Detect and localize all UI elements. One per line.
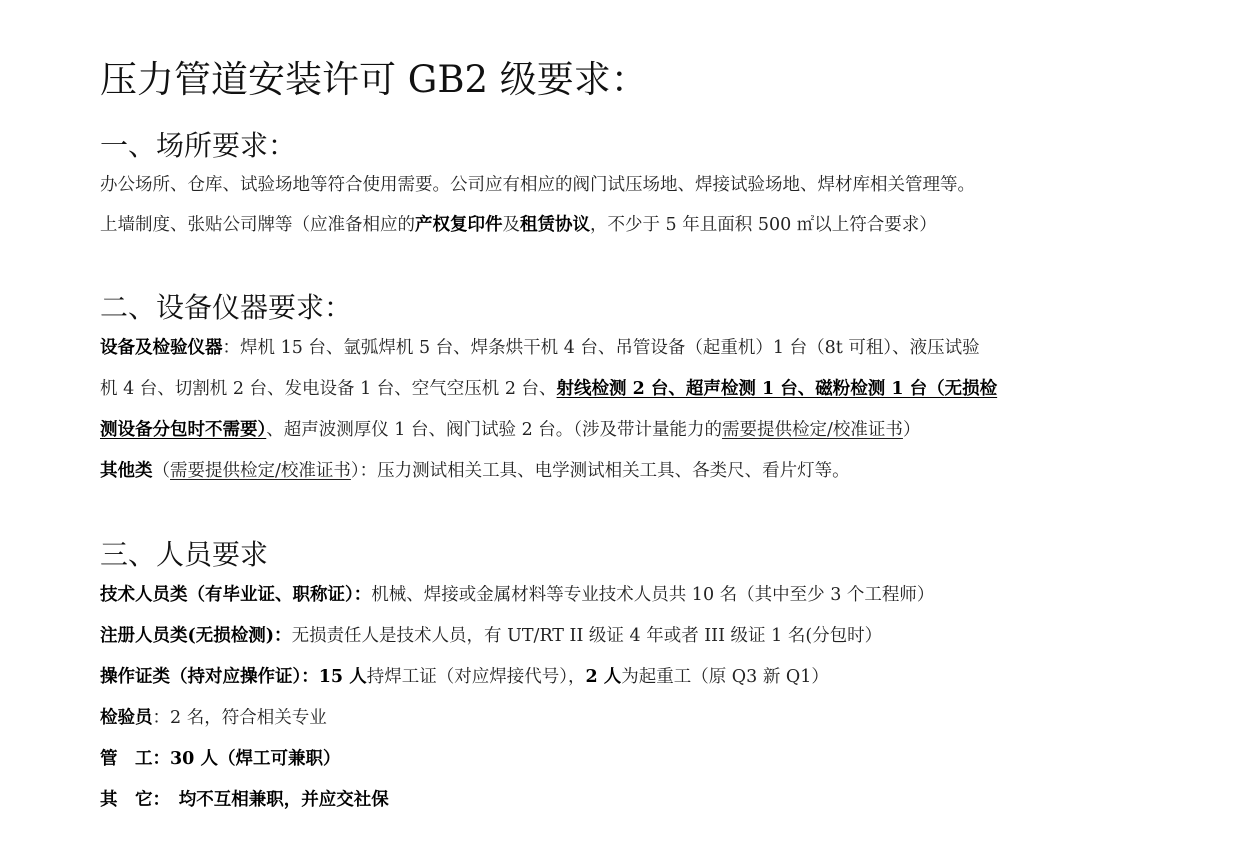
personnel-text: ：2 名，符合相关专业 [152, 708, 327, 728]
lease-agreement-emphasis: 租赁协议 [520, 215, 590, 235]
venue-text: 上墙制度、张贴公司牌等（应准备相应的 [100, 215, 415, 235]
venue-line-2 [100, 210, 937, 240]
personnel-line-5: 管 工：30 人（焊工可兼职） [100, 749, 341, 769]
ndt-subcontract-emphasis: 测设备分包时不需要） [100, 420, 267, 440]
equipment-text: ：焊机 15 台、氩弧焊机 5 台、焊条烘干机 4 台、吊管设备（起重机）1 台（8t 可租）、液压试验 [222, 338, 980, 358]
personnel-line-3 [100, 662, 829, 692]
venue-text: ，不少于 5 年且面积 500 ㎡以上符合要求） [590, 215, 937, 235]
equipment-text: 、超声波测厚仪 1 台、阀门试验 2 台。（涉及带计量能力的 [266, 420, 723, 440]
personnel-line-2 [100, 621, 882, 651]
inspector-label: 检验员 [100, 708, 153, 728]
personnel-text: 持焊工证（对应焊接代号）， [366, 667, 586, 687]
venue-text: 及 [502, 215, 520, 235]
technical-staff-label: 技术人员类（有毕业证、职称证）： [100, 585, 372, 605]
section-heading-venue: 一、场所要求： [100, 129, 297, 162]
ndt-equipment-emphasis: 射线检测 2 台、超声检测 1 台、磁粉检测 1 台（无损检 [556, 379, 998, 399]
registered-staff-label: 注册人员类(无损检测)： [100, 626, 292, 646]
section-heading-equipment: 二、设备仪器要求： [100, 291, 353, 324]
section-heading-personnel: 三、人员要求 [100, 538, 269, 571]
personnel-line-1 [100, 580, 934, 610]
personnel-text: 无损责任人是技术人员，有 UT/RT II 级证 4 年或者 III 级证 1 名(分包时） [291, 626, 883, 646]
equipment-text: ） [902, 420, 921, 440]
page-title: 压力管道安装许可 GB2 级要求： [100, 58, 648, 101]
personnel-line-6: 其 它： 均不互相兼职，并应交社保 [100, 790, 389, 810]
equipment-text: ）：压力测试相关工具、电学测试相关工具、各类尺、看片灯等。 [350, 461, 850, 481]
operator-certificate-label: 操作证类（持对应操作证）：15 人 [100, 667, 367, 687]
equipment-line-1 [100, 333, 980, 363]
equipment-text: 机 4 台、切割机 2 台、发电设备 1 台、空气空压机 2 台、 [100, 379, 557, 399]
property-copy-emphasis: 产权复印件 [415, 215, 503, 235]
equipment-label: 设备及检验仪器 [100, 338, 223, 358]
venue-line-1: 办公场所、仓库、试验场地等符合使用需要。公司应有相应的阀门试压场地、焊接试验场地、焊材库相关管理等。 [100, 175, 975, 195]
calibration-certificate-note: 需要提供检定/校准证书 [170, 461, 351, 481]
personnel-text: 机械、焊接或金属材料等专业技术人员共 10 名（其中至少 3 个工程师） [371, 585, 935, 605]
crane-operator-count: 2 人 [585, 667, 622, 687]
equipment-text: （ [152, 461, 170, 481]
equipment-line-4 [100, 456, 850, 486]
other-category-label: 其他类 [100, 461, 153, 481]
equipment-line-3 [100, 415, 920, 445]
personnel-text: 为起重工（原 Q3 新 Q1） [621, 667, 829, 687]
calibration-certificate-note: 需要提供检定/校准证书 [722, 420, 903, 440]
equipment-line-2 [100, 374, 997, 404]
personnel-line-4 [100, 703, 327, 733]
